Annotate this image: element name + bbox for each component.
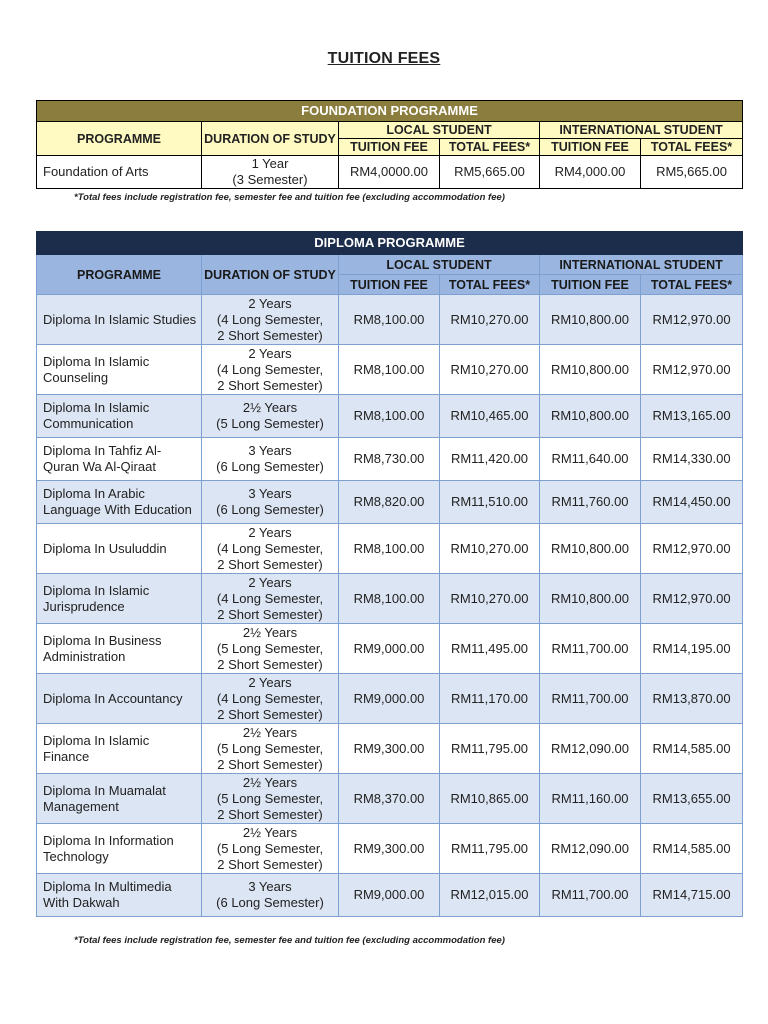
duration-line: (5 Long Semester) [216,416,324,431]
duration-cell [202,774,339,824]
intl-tuition-fee: RM11,700.00 [540,674,641,724]
local-tuition-fee: RM8,370.00 [339,774,440,824]
duration-line: 2 Short Semester) [217,377,323,393]
intl-total-fees: RM5,665.00 [641,156,743,189]
local-tuition-fee: RM8,100.00 [339,295,440,345]
local-tuition-fee: RM9,300.00 [339,824,440,874]
duration-cell [202,345,339,395]
table-row [37,574,743,624]
duration-cell [202,395,339,438]
local-tuition-fee: RM9,000.00 [339,674,440,724]
duration-line: 3 Years [248,486,292,501]
intl-total-fees: RM14,195.00 [641,624,743,674]
duration-line: 2 Short Semester) [217,756,323,772]
intl-total-fees: RM12,970.00 [641,345,743,395]
local-tuition-fee: RM9,000.00 [339,624,440,674]
intl-tuition-fee: RM12,090.00 [540,724,641,774]
header-intl-total-fees: TOTAL FEES* [641,275,743,295]
local-total-fees: RM10,465.00 [440,395,540,438]
table-row [37,345,743,395]
table-row [37,674,743,724]
programme-name: Diploma In Business Administration [37,624,202,674]
duration-cell [202,874,339,917]
intl-tuition-fee: RM11,160.00 [540,774,641,824]
duration-cell [202,674,339,724]
duration-line: 2 Years [248,524,292,540]
intl-tuition-fee: RM4,000.00 [540,156,641,189]
header-duration: DURATION OF STUDY [202,122,339,156]
intl-total-fees: RM12,970.00 [641,295,743,345]
duration-line: (6 Long Semester) [216,459,324,474]
page-title: TUITION FEES [327,50,441,67]
table-row [37,524,743,574]
duration-line: 2 Short Semester) [217,556,323,572]
header-local-total-fees: TOTAL FEES* [440,275,540,295]
local-tuition-fee: RM8,100.00 [339,395,440,438]
table-row [37,724,743,774]
intl-tuition-fee: RM10,800.00 [540,524,641,574]
intl-tuition-fee: RM11,760.00 [540,481,641,524]
local-tuition-fee: RM8,100.00 [339,574,440,624]
duration-line: 2½ Years [242,824,298,840]
duration-line: 3 Years [248,443,292,458]
intl-total-fees: RM12,970.00 [641,524,743,574]
intl-total-fees: RM14,585.00 [641,724,743,774]
header-duration: DURATION OF STUDY [202,255,339,295]
local-tuition-fee: RM4,0000.00 [339,156,440,189]
duration-line: 2 Short Semester) [217,856,323,872]
duration-line: (4 Long Semester, [216,540,324,556]
header-intl-tuition-fee: TUITION FEE [540,275,641,295]
duration-line: (5 Long Semester, [216,790,324,806]
table-row [37,438,743,481]
header-local-tuition-fee: TUITION FEE [339,139,440,156]
duration-line: 2 Short Semester) [217,606,323,622]
intl-total-fees: RM13,165.00 [641,395,743,438]
programme-name: Diploma In Muamalat Management [37,774,202,824]
local-tuition-fee: RM9,300.00 [339,724,440,774]
local-total-fees: RM11,510.00 [440,481,540,524]
intl-total-fees: RM14,450.00 [641,481,743,524]
duration-line: 1 Year [251,156,289,171]
duration-line: 2½ Years [242,774,298,790]
local-total-fees: RM10,270.00 [440,574,540,624]
header-local-total-fees: TOTAL FEES* [440,139,540,156]
duration-line: 2½ Years [242,400,298,415]
intl-tuition-fee: RM12,090.00 [540,824,641,874]
local-total-fees: RM10,270.00 [440,524,540,574]
table-row [37,295,743,345]
table-row [37,395,743,438]
programme-name: Diploma In Islamic Counseling [37,345,202,395]
duration-line: (4 Long Semester, [216,361,324,377]
programme-name: Diploma In Islamic Communication [37,395,202,438]
local-total-fees: RM11,170.00 [440,674,540,724]
local-total-fees: RM12,015.00 [440,874,540,917]
duration-line: (4 Long Semester, [216,690,324,706]
intl-tuition-fee: RM10,800.00 [540,395,641,438]
header-intl-total-fees: TOTAL FEES* [641,139,743,156]
duration-cell [202,574,339,624]
local-total-fees: RM10,270.00 [440,345,540,395]
local-total-fees: RM11,495.00 [440,624,540,674]
duration-line: 2 Years [248,574,292,590]
programme-name: Diploma In Accountancy [37,674,202,724]
intl-total-fees: RM14,585.00 [641,824,743,874]
table-row [37,824,743,874]
duration-line: 3 Years [248,879,292,894]
intl-total-fees: RM13,870.00 [641,674,743,724]
header-intl-tuition-fee: TUITION FEE [540,139,641,156]
intl-tuition-fee: RM10,800.00 [540,345,641,395]
duration-cell [202,524,339,574]
local-total-fees: RM10,865.00 [440,774,540,824]
table-row [37,774,743,824]
local-tuition-fee: RM8,100.00 [339,524,440,574]
intl-total-fees: RM12,970.00 [641,574,743,624]
duration-line: 2 Short Semester) [217,327,323,343]
duration-line: 2 Short Semester) [217,806,323,822]
duration-cell [202,624,339,674]
local-tuition-fee: RM8,100.00 [339,345,440,395]
header-local-student: LOCAL STUDENT [339,122,540,139]
programme-name: Diploma In Usuluddin [37,524,202,574]
duration-line: (4 Long Semester, [216,311,324,327]
duration-cell [202,824,339,874]
foundation-fee-table [36,100,743,189]
local-tuition-fee: RM8,730.00 [339,438,440,481]
programme-name: Diploma In Tahfiz Al-Quran Wa Al-Qiraat [37,438,202,481]
intl-total-fees: RM13,655.00 [641,774,743,824]
foundation-banner: FOUNDATION PROGRAMME [37,101,743,122]
duration-line: 2½ Years [242,624,298,640]
duration-line: 2 Years [248,345,292,361]
intl-tuition-fee: RM11,700.00 [540,624,641,674]
intl-tuition-fee: RM10,800.00 [540,295,641,345]
programme-name: Foundation of Arts [37,156,202,189]
header-international-student: INTERNATIONAL STUDENT [540,255,743,275]
table-row [37,624,743,674]
local-total-fees: RM11,795.00 [440,724,540,774]
duration-line: (6 Long Semester) [216,895,324,910]
foundation-footnote: *Total fees include registration fee, semester fee and tuition fee (excluding accommodation fee) [74,192,505,203]
local-total-fees: RM11,420.00 [440,438,540,481]
duration-line: 2½ Years [242,724,298,740]
local-tuition-fee: RM9,000.00 [339,874,440,917]
intl-total-fees: RM14,715.00 [641,874,743,917]
intl-tuition-fee: RM11,640.00 [540,438,641,481]
duration-line: 2 Years [248,295,292,311]
local-total-fees: RM10,270.00 [440,295,540,345]
diploma-fee-table [36,231,743,917]
header-local-tuition-fee: TUITION FEE [339,275,440,295]
duration-cell [202,156,339,189]
table-row [37,156,743,189]
intl-total-fees: RM14,330.00 [641,438,743,481]
duration-line: 2 Short Semester) [217,706,323,722]
duration-line: (5 Long Semester, [216,740,324,756]
duration-line: (3 Semester) [232,172,308,187]
header-programme: PROGRAMME [37,122,202,156]
duration-line: (5 Long Semester, [216,840,324,856]
duration-line: (4 Long Semester, [216,590,324,606]
programme-name: Diploma In Islamic Finance [37,724,202,774]
programme-name: Diploma In Arabic Language With Education [37,481,202,524]
diploma-footnote: *Total fees include registration fee, semester fee and tuition fee (excluding accommodation fee) [74,935,505,946]
intl-tuition-fee: RM10,800.00 [540,574,641,624]
programme-name: Diploma In Multimedia With Dakwah [37,874,202,917]
duration-cell [202,481,339,524]
duration-cell [202,295,339,345]
table-row [37,481,743,524]
intl-tuition-fee: RM11,700.00 [540,874,641,917]
programme-name: Diploma In Information Technology [37,824,202,874]
programme-name: Diploma In Islamic Studies [37,295,202,345]
header-programme: PROGRAMME [37,255,202,295]
local-total-fees: RM11,795.00 [440,824,540,874]
local-total-fees: RM5,665.00 [440,156,540,189]
table-row [37,874,743,917]
local-tuition-fee: RM8,820.00 [339,481,440,524]
programme-name: Diploma In Islamic Jurisprudence [37,574,202,624]
diploma-banner: DIPLOMA PROGRAMME [37,232,743,255]
duration-line: 2 Short Semester) [217,656,323,672]
duration-line: (6 Long Semester) [216,502,324,517]
duration-line: (5 Long Semester, [216,640,324,656]
header-international-student: INTERNATIONAL STUDENT [540,122,743,139]
duration-line: 2 Years [248,674,292,690]
header-local-student: LOCAL STUDENT [339,255,540,275]
duration-cell [202,438,339,481]
duration-cell [202,724,339,774]
